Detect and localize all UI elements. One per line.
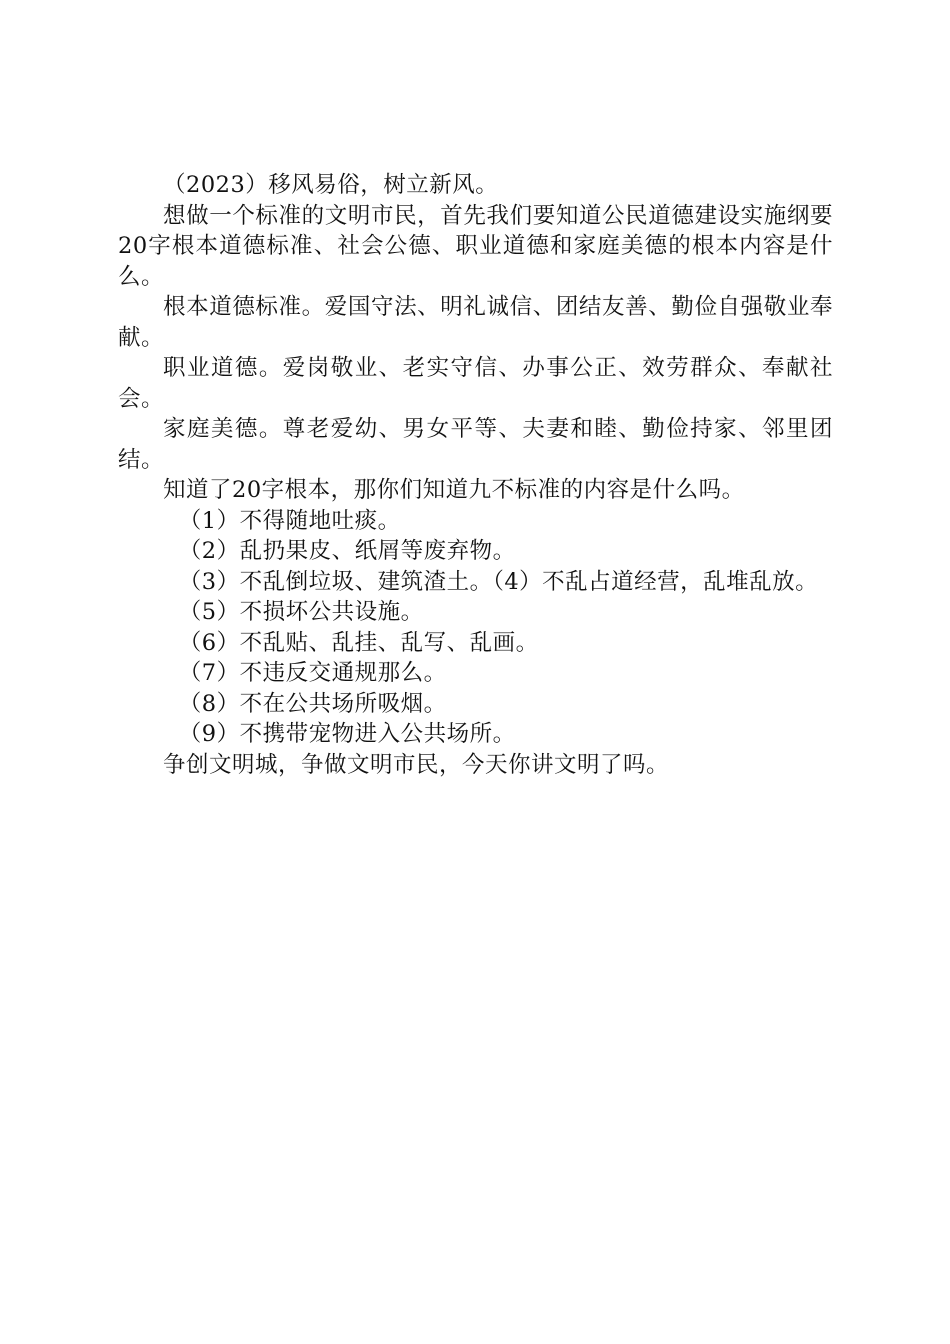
rule-item-8: （8）不在公共场所吸烟。 — [178, 690, 447, 717]
rule-item-6: （6）不乱贴、乱挂、乱写、乱画。 — [178, 629, 539, 656]
rule-item-5: （5）不损坏公共设施。 — [178, 599, 424, 625]
paragraph-nine-rules-question: 知道了20字根本，那你们知道九不标准的内容是什么吗。 — [163, 477, 745, 503]
closing-line: 争创文明城，争做文明市民，今天你讲文明了吗。 — [163, 751, 670, 778]
paragraph-basic-morality: 根本道德标准。爱国守法、明礼诚信、团结友善、勤俭自强敬业奉献。 — [118, 294, 833, 351]
paragraph-family-virtues: 家庭美德。尊老爱幼、男女平等、夫妻和睦、勤俭持家、邻里团结。 — [118, 416, 833, 473]
title-line: （2023）移风易俗，树立新风。 — [163, 172, 499, 198]
rule-item-7: （7）不违反交通规那么。 — [178, 660, 447, 686]
rule-item-1: （1）不得随地吐痰。 — [178, 507, 401, 534]
paragraph-professional-ethics: 职业道德。爱岗敬业、老实守信、办事公正、效劳群众、奉献社会。 — [118, 355, 833, 412]
paragraph-intro: 想做一个标准的文明市民，首先我们要知道公民道德建设实施纲要20字根本道德标准、社会公德、职业道德和家庭美德的根本内容是什么。 — [118, 202, 833, 290]
document-body — [118, 170, 833, 780]
rule-item-9: （9）不携带宠物进入公共场所。 — [178, 721, 516, 747]
rule-item-2: （2）乱扔果皮、纸屑等废弃物。 — [178, 538, 516, 564]
rule-item-3-4: （3）不乱倒垃圾、建筑渣土。（4）不乱占道经营，乱堆乱放。 — [178, 568, 819, 595]
